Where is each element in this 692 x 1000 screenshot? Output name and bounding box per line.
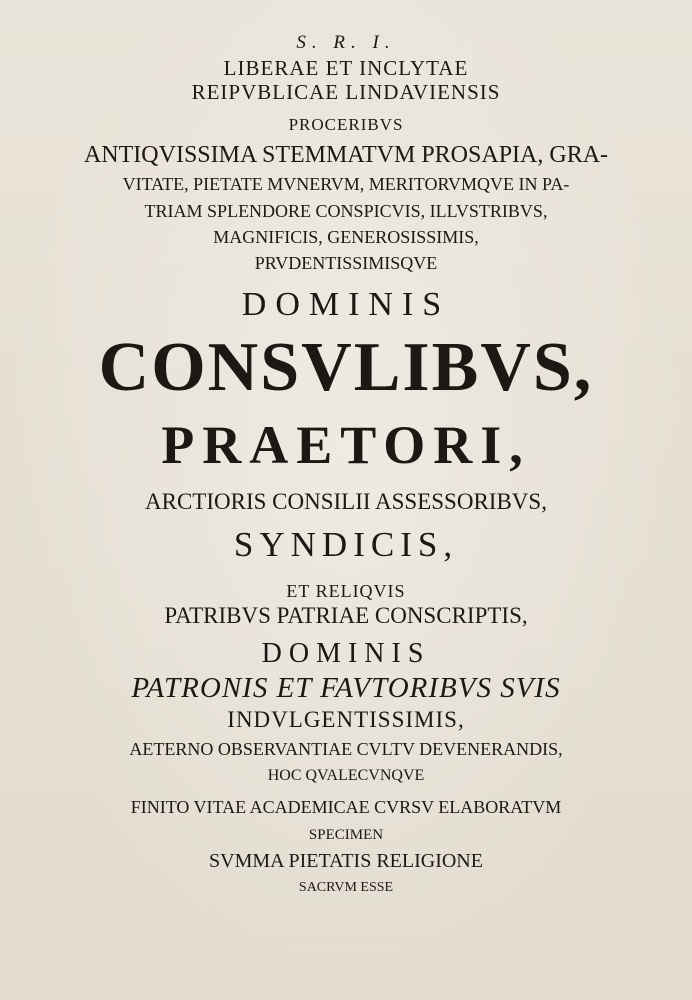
dedication-line-7: MAGNIFICIS, GENEROSISSIMIS, bbox=[213, 227, 479, 247]
praetori-heading: PRAETORI, bbox=[161, 415, 531, 475]
aeterno-line: AETERNO OBSERVANTIAE CVLTV DEVENERANDIS, bbox=[129, 739, 563, 759]
dedication-line-5: VITATE, PIETATE MVNERVM, MERITORVMQVE IN PA- bbox=[122, 174, 570, 194]
dedication-line-6: TRIAM SPLENDORE CONSPICVIS, ILLVSTRIBVS, bbox=[144, 201, 548, 221]
assessoribus-line: ARCTIORIS CONSILII ASSESSORIBVS, bbox=[145, 489, 547, 514]
et-reliquis-line: ET RELIQVIS bbox=[286, 581, 406, 601]
sri-heading: S. R. I. bbox=[296, 32, 396, 53]
finito-line: FINITO VITAE ACADEMICAE CVRSV ELABORATVM bbox=[130, 797, 562, 817]
dominis-second-heading: DOMINIS bbox=[261, 638, 431, 669]
syndicis-heading: SYNDICIS, bbox=[233, 525, 459, 564]
patribus-line: PATRIBVS PATRIAE CONSCRIPTIS, bbox=[164, 603, 528, 628]
summa-pietatis-line: SVMMA PIETATIS RELIGIONE bbox=[209, 850, 483, 872]
dedication-line-3: PROCERIBVS bbox=[288, 115, 404, 134]
patronis-line: PATRONIS ET FAVTORIBVS SVIS bbox=[131, 672, 561, 704]
indulgentissimis-line: INDVLGENTISSIMIS, bbox=[227, 707, 465, 732]
consulibus-heading: CONSVLIBVS, bbox=[98, 329, 594, 406]
dedication-line-8: PRVDENTISSIMISQVE bbox=[254, 253, 438, 273]
sacrum-esse-line: SACRVM ESSE bbox=[298, 880, 394, 895]
dedication-line-2: REIPVBLICAE LINDAVIENSIS bbox=[191, 80, 501, 104]
specimen-line: SPECIMEN bbox=[308, 827, 384, 843]
dominis-heading: DOMINIS bbox=[241, 286, 451, 323]
dedication-line-4: ANTIQVISSIMA STEMMATVM PROSAPIA, GRA- bbox=[83, 142, 609, 168]
dedication-line-1: LIBERAE ET INCLYTAE bbox=[223, 56, 469, 80]
hoc-qualecunque-line: HOC QVALECVNQVE bbox=[267, 767, 425, 784]
